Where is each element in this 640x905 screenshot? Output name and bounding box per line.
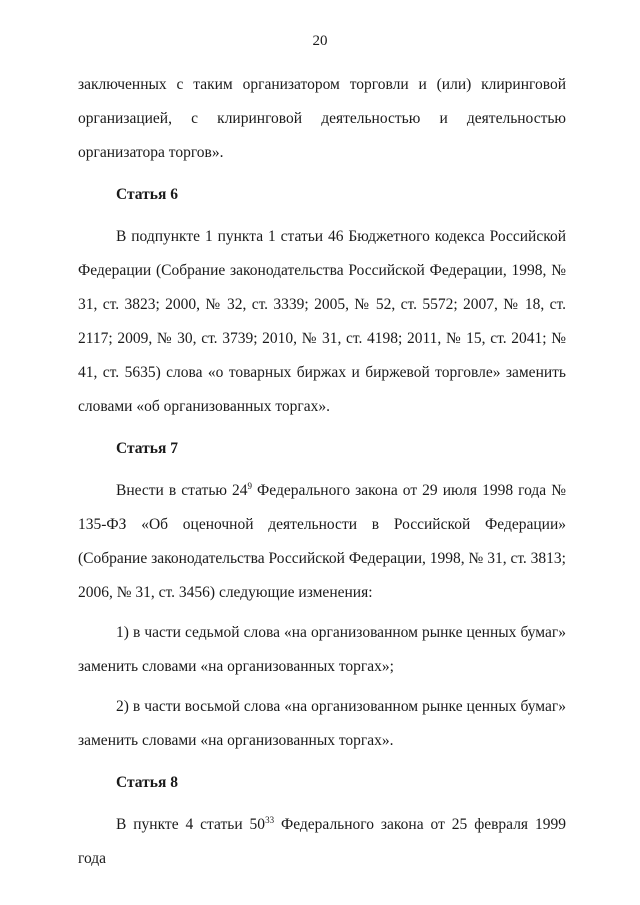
article-8-superscript: 33 (265, 815, 275, 825)
article-7-paragraph (78, 474, 566, 610)
page-number: 20 (312, 33, 328, 49)
article-7-heading: Статья 7 (116, 440, 178, 457)
intro-paragraph: заключенных с таким организатором торговли и (или) клиринговой организацией, с клиринговой деятельностью и деятельностью организатора торгов». (78, 76, 566, 161)
article-6-heading: Статья 6 (116, 186, 178, 203)
article-6-paragraph: В подпункте 1 пункта 1 статьи 46 Бюджетного кодекса Российской Федерации (Собрание законодательства Российской Федерации, 1998, № 31, ст. 3823; 2000, № 32, ст. 3339; 2005, № 52, ст. 5572; 2007, № 18, ст. 2117; 2009, № 30, ст. 3739; 2010, № 31, ст. 4198; 2011, № 15, ст. 2041; № 41, ст. 5635) слова «о товарных биржах и биржевой торговле» заменить словами «об организованных торгах». (78, 228, 566, 415)
article-7-text-end: Федерального закона от 29 июля 1998 года № 135-ФЗ «Об оценочной деятельности в Российской Федерации» (Собрание законодательства Российской Федерации, 1998, № 31, ст. 3813; 2006, № 31, ст. 3456) следующие изменения: (78, 482, 566, 601)
article-7-item-2: 2) в части восьмой слова «на организованном рынке ценных бумаг» заменить словами «на организованных торгах». (78, 698, 566, 749)
document-body (78, 68, 566, 876)
article-7-item-1: 1) в части седьмой слова «на организованном рынке ценных бумаг» заменить словами «на организованных торгах»; (78, 624, 566, 675)
article-7-text-start: Внести в статью 24 (116, 482, 248, 499)
article-8-text-start: В пункте 4 статьи 50 (116, 816, 266, 833)
article-7-superscript: 9 (247, 481, 253, 491)
article-8-heading: Статья 8 (116, 774, 178, 791)
article-8-text-end: Федерального закона от 25 февраля 1999 года (78, 816, 566, 867)
article-8-paragraph (78, 808, 566, 876)
